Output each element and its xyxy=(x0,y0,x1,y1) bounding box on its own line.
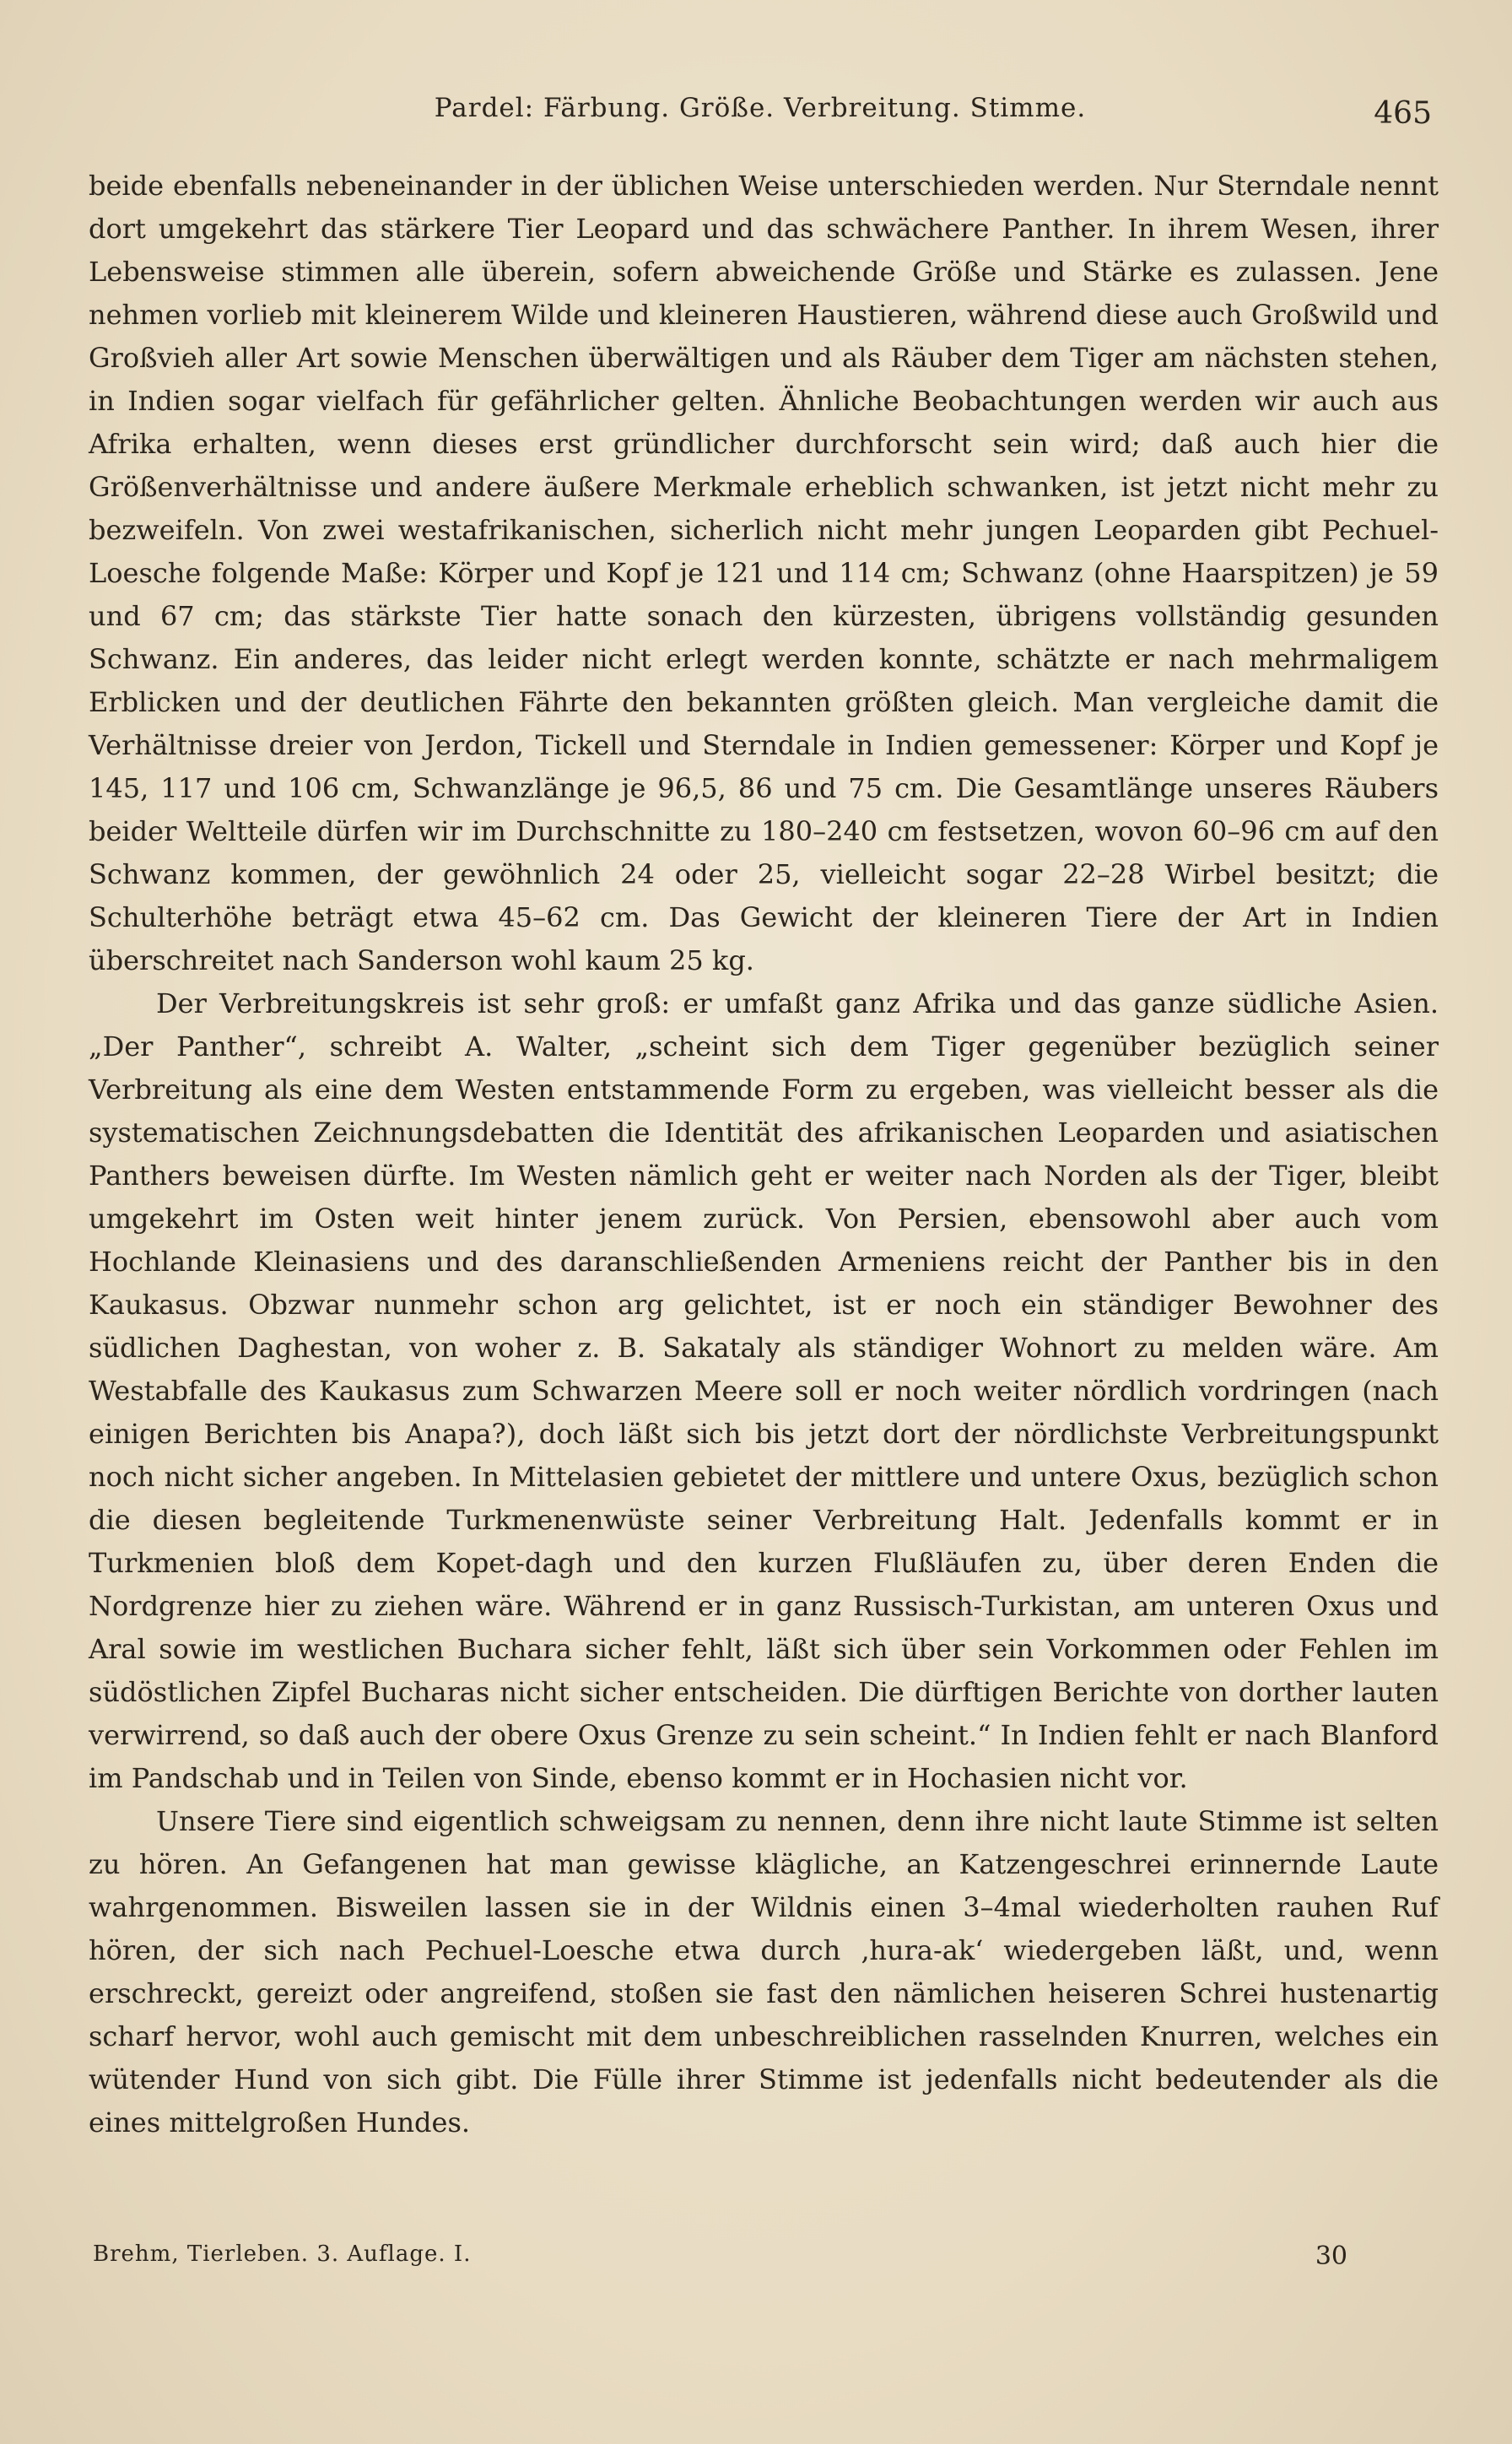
running-head xyxy=(89,93,1432,135)
signature-mark: 30 xyxy=(1315,2241,1347,2271)
running-title: Pardel: Färbung. Größe. Verbreitung. Stimme. xyxy=(434,93,1087,123)
paragraph-voice: Unsere Tiere sind eigentlich schweigsam zu nennen, denn ihre nicht laute Stimme ist selten zu hören. An Gefangenen hat man gewisse klägliche, an Katzengeschrei erinnernde Laute wahrgenommen. Bisweilen lassen sie in der Wildnis einen 3–4mal wiederholten rauhen Ruf hören, der sich nach Pechuel-Loesche etwa durch ‚hura-ak‘ wiedergeben läßt, und, wenn erschreckt, gereizt oder angreifend, stoßen sie fast den nämlichen heiseren Schrei hustenartig scharf hervor, wohl auch gemischt mit dem unbeschreiblichen rasselnden Knurren, welches ein wütender Hund von sich gibt. Die Fülle ihrer Stimme ist jedenfalls nicht bedeutender als die eines mittelgroßen Hundes. xyxy=(89,1805,1439,2138)
footer-source: Brehm, Tierleben. 3. Auflage. I. xyxy=(93,2241,472,2267)
paragraph-distribution: Der Verbreitungskreis ist sehr groß: er umfaßt ganz Afrika und das ganze südliche Asien. „Der Panther“, schreibt A. Walter, „scheint sich dem Tiger gegenüber bezüglich seiner Verbreitung als eine dem Westen entstammende Form zu ergeben, was vielleicht besser als die systematischen Zeichnungsdebatten die Identität des afrikanischen Leoparden und asiatischen Panthers beweisen dürfte. Im Westen nämlich geht er weiter nach Norden als der Tiger, bleibt umgekehrt im Osten weit hinter jenem zurück. Von Persien, ebensowohl aber auch vom Hochlande Kleinasiens und des daranschließenden Armeniens reicht der Panther bis in den Kaukasus. Obzwar nunmehr schon arg gelichtet, ist er noch ein ständiger Bewohner des südlichen Daghestan, von woher z. B. Sakataly als ständiger Wohnort zu melden wäre. Am Westabfalle des Kaukasus zum Schwarzen Meere soll er noch weiter nördlich vordringen (nach einigen Berichten bis Anapa?), doch läßt sich bis jetzt dort der nördlichste Verbreitungspunkt noch nicht sicher angeben. In Mittelasien gebietet der mittlere und untere Oxus, bezüglich schon die diesen begleitende Turkmenenwüste seiner Verbreitung Halt. Jedenfalls kommt er in Turkmenien bloß dem Kopet-dagh und den kurzen Flußläufen zu, über deren Enden die Nordgrenze hier zu ziehen wäre. Während er in ganz Russisch-Turkistan, am unteren Oxus und Aral sowie im westlichen Buchara sicher fehlt, läßt sich über sein Vorkommen oder Fehlen im südöstlichen Zipfel Bucharas nicht sicher entscheiden. Die dürftigen Berichte von dorther lauten verwirrend, so daß auch der obere Oxus Grenze zu sein scheint.“ In Indien fehlt er nach Blanford im Pandschab und in Teilen von Sinde, ebenso kommt er in Hochasien nicht vor. xyxy=(89,987,1439,1794)
paragraph-measurements: beide ebenfalls nebeneinander in der üblichen Weise unterschieden werden. Nur Sterndale nennt dort umgekehrt das stärkere Tier Leopard und das schwächere Panther. In ihrem Wesen, ihrer Lebensweise stimmen alle überein, sofern abweichende Größe und Stärke es zulassen. Jene nehmen vorlieb mit kleinerem Wilde und kleineren Haustieren, während diese auch Großwild und Großvieh aller Art sowie Menschen überwältigen und als Räuber dem Tiger am nächsten stehen, in Indien sogar vielfach für gefährlicher gelten. Ähnliche Beobachtungen werden wir auch aus Afrika erhalten, wenn dieses erst gründlicher durchforscht sein wird; daß auch hier die Größenverhältnisse und andere äußere Merkmale erheblich schwanken, ist jetzt nicht mehr zu bezweifeln. Von zwei westafrikanischen, sicherlich nicht mehr jungen Leoparden gibt Pechuel-Loesche folgende Maße: Körper und Kopf je 121 und 114 cm; Schwanz (ohne Haarspitzen) je 59 und 67 cm; das stärkste Tier hatte sonach den kürzesten, übrigens vollständig gesunden Schwanz. Ein anderes, das leider nicht erlegt werden konnte, schätzte er nach mehrmaligem Erblicken und der deutlichen Fährte den bekannten größten gleich. Man vergleiche damit die Verhältnisse dreier von Jerdon, Tickell und Sterndale in Indien gemessener: Körper und Kopf je 145, 117 und 106 cm, Schwanzlänge je 96,5, 86 und 75 cm. Die Gesamtlänge unseres Räubers beider Weltteile dürfen wir im Durchschnitte zu 180–240 cm festsetzen, wovon 60–96 cm auf den Schwanz kommen, der gewöhnlich 24 oder 25, vielleicht sogar 22–28 Wirbel besitzt; die Schulterhöhe beträgt etwa 45–62 cm. Das Gewicht der kleineren Tiere der Art in Indien überschreitet nach Sanderson wohl kaum 25 kg. xyxy=(89,170,1439,976)
page-number: 465 xyxy=(1374,96,1432,131)
page-footer xyxy=(93,2241,1347,2284)
body-text xyxy=(89,165,1439,2144)
